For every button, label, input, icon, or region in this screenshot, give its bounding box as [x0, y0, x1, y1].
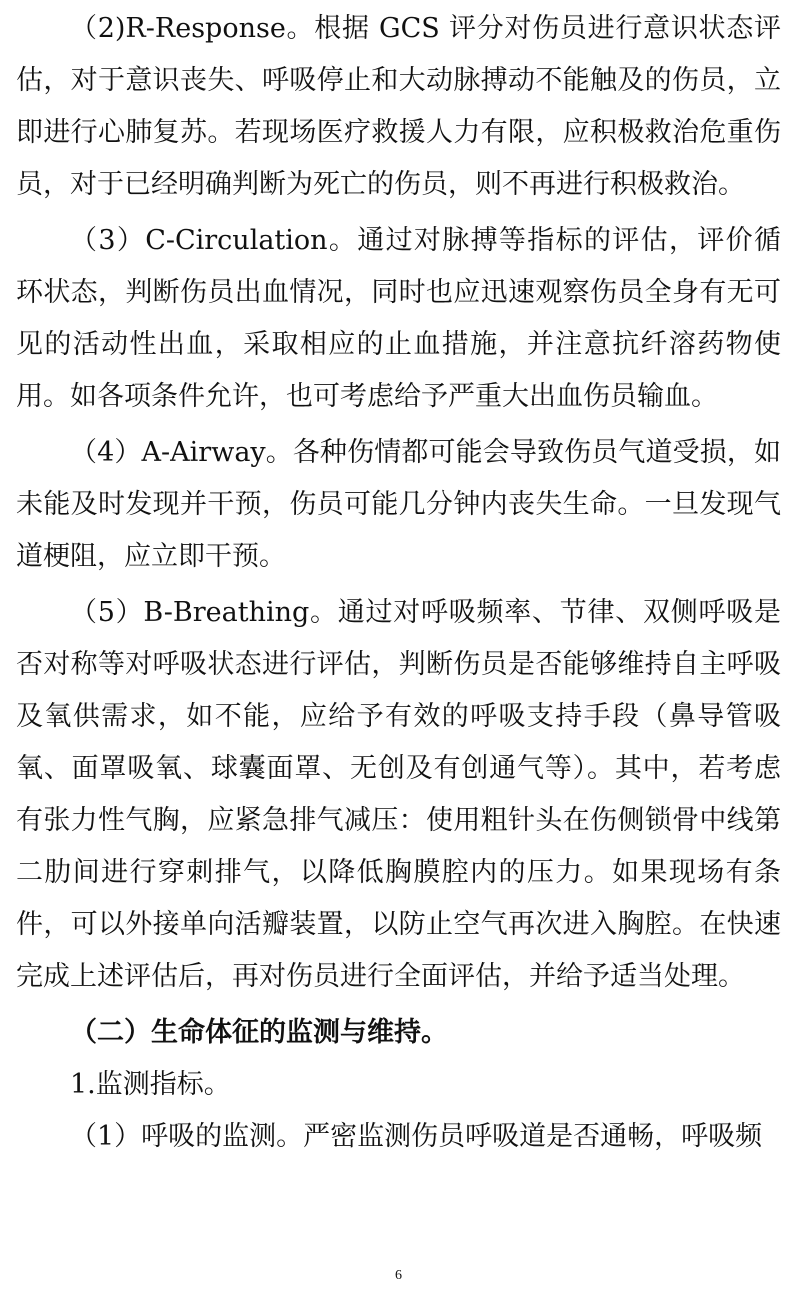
document-body — [16, 0, 781, 1163]
subheading: 1.监测指标。 — [70, 1069, 231, 1100]
paragraph-r-response: （2)R-Response。根据 GCS 评分对伤员进行意识状态评估，对于意识丧失、呼吸停止和大动脉搏动不能触及的伤员，立即进行心肺复苏。若现场医疗救援人力有限，应积极救治危重伤员，对于已经明确判断为死亡的伤员，则不再进行积极救治。 — [16, 13, 781, 200]
page-number: 6 — [395, 1268, 402, 1283]
paragraph-respiration-monitoring: （1）呼吸的监测。严密监测伤员呼吸道是否通畅，呼吸频 — [70, 1121, 763, 1152]
section-heading: （二）生命体征的监测与维持。 — [70, 1017, 448, 1048]
paragraph-c-circulation: （3）C-Circulation。通过对脉搏等指标的评估，评价循环状态，判断伤员出血情况，同时也应迅速观察伤员全身有无可见的活动性出血，采取相应的止血措施，并注意抗纤溶药物使用。如各项条件允许，也可考虑给予严重大出血伤员输血。 — [16, 225, 781, 412]
paragraph-b-breathing: （5）B-Breathing。通过对呼吸频率、节律、双侧呼吸是否对称等对呼吸状态进行评估，判断伤员是否能够维持自主呼吸及氧供需求，如不能，应给予有效的呼吸支持手段（鼻导管吸氧、面罩吸氧、球囊面罩、无创及有创通气等）。其中，若考虑有张力性气胸，应紧急排气减压：使用粗针头在伤侧锁骨中线第二肋间进行穿刺排气，以降低胸膜腔内的压力。如果现场有条件，可以外接单向活瓣装置，以防止空气再次进入胸腔。在快速完成上述评估后，再对伤员进行全面评估，并给予适当处理。 — [16, 597, 781, 992]
paragraph-a-airway: （4）A-Airway。各种伤情都可能会导致伤员气道受损，如未能及时发现并干预，伤员可能几分钟内丧失生命。一旦发现气道梗阻，应立即干预。 — [16, 437, 781, 572]
